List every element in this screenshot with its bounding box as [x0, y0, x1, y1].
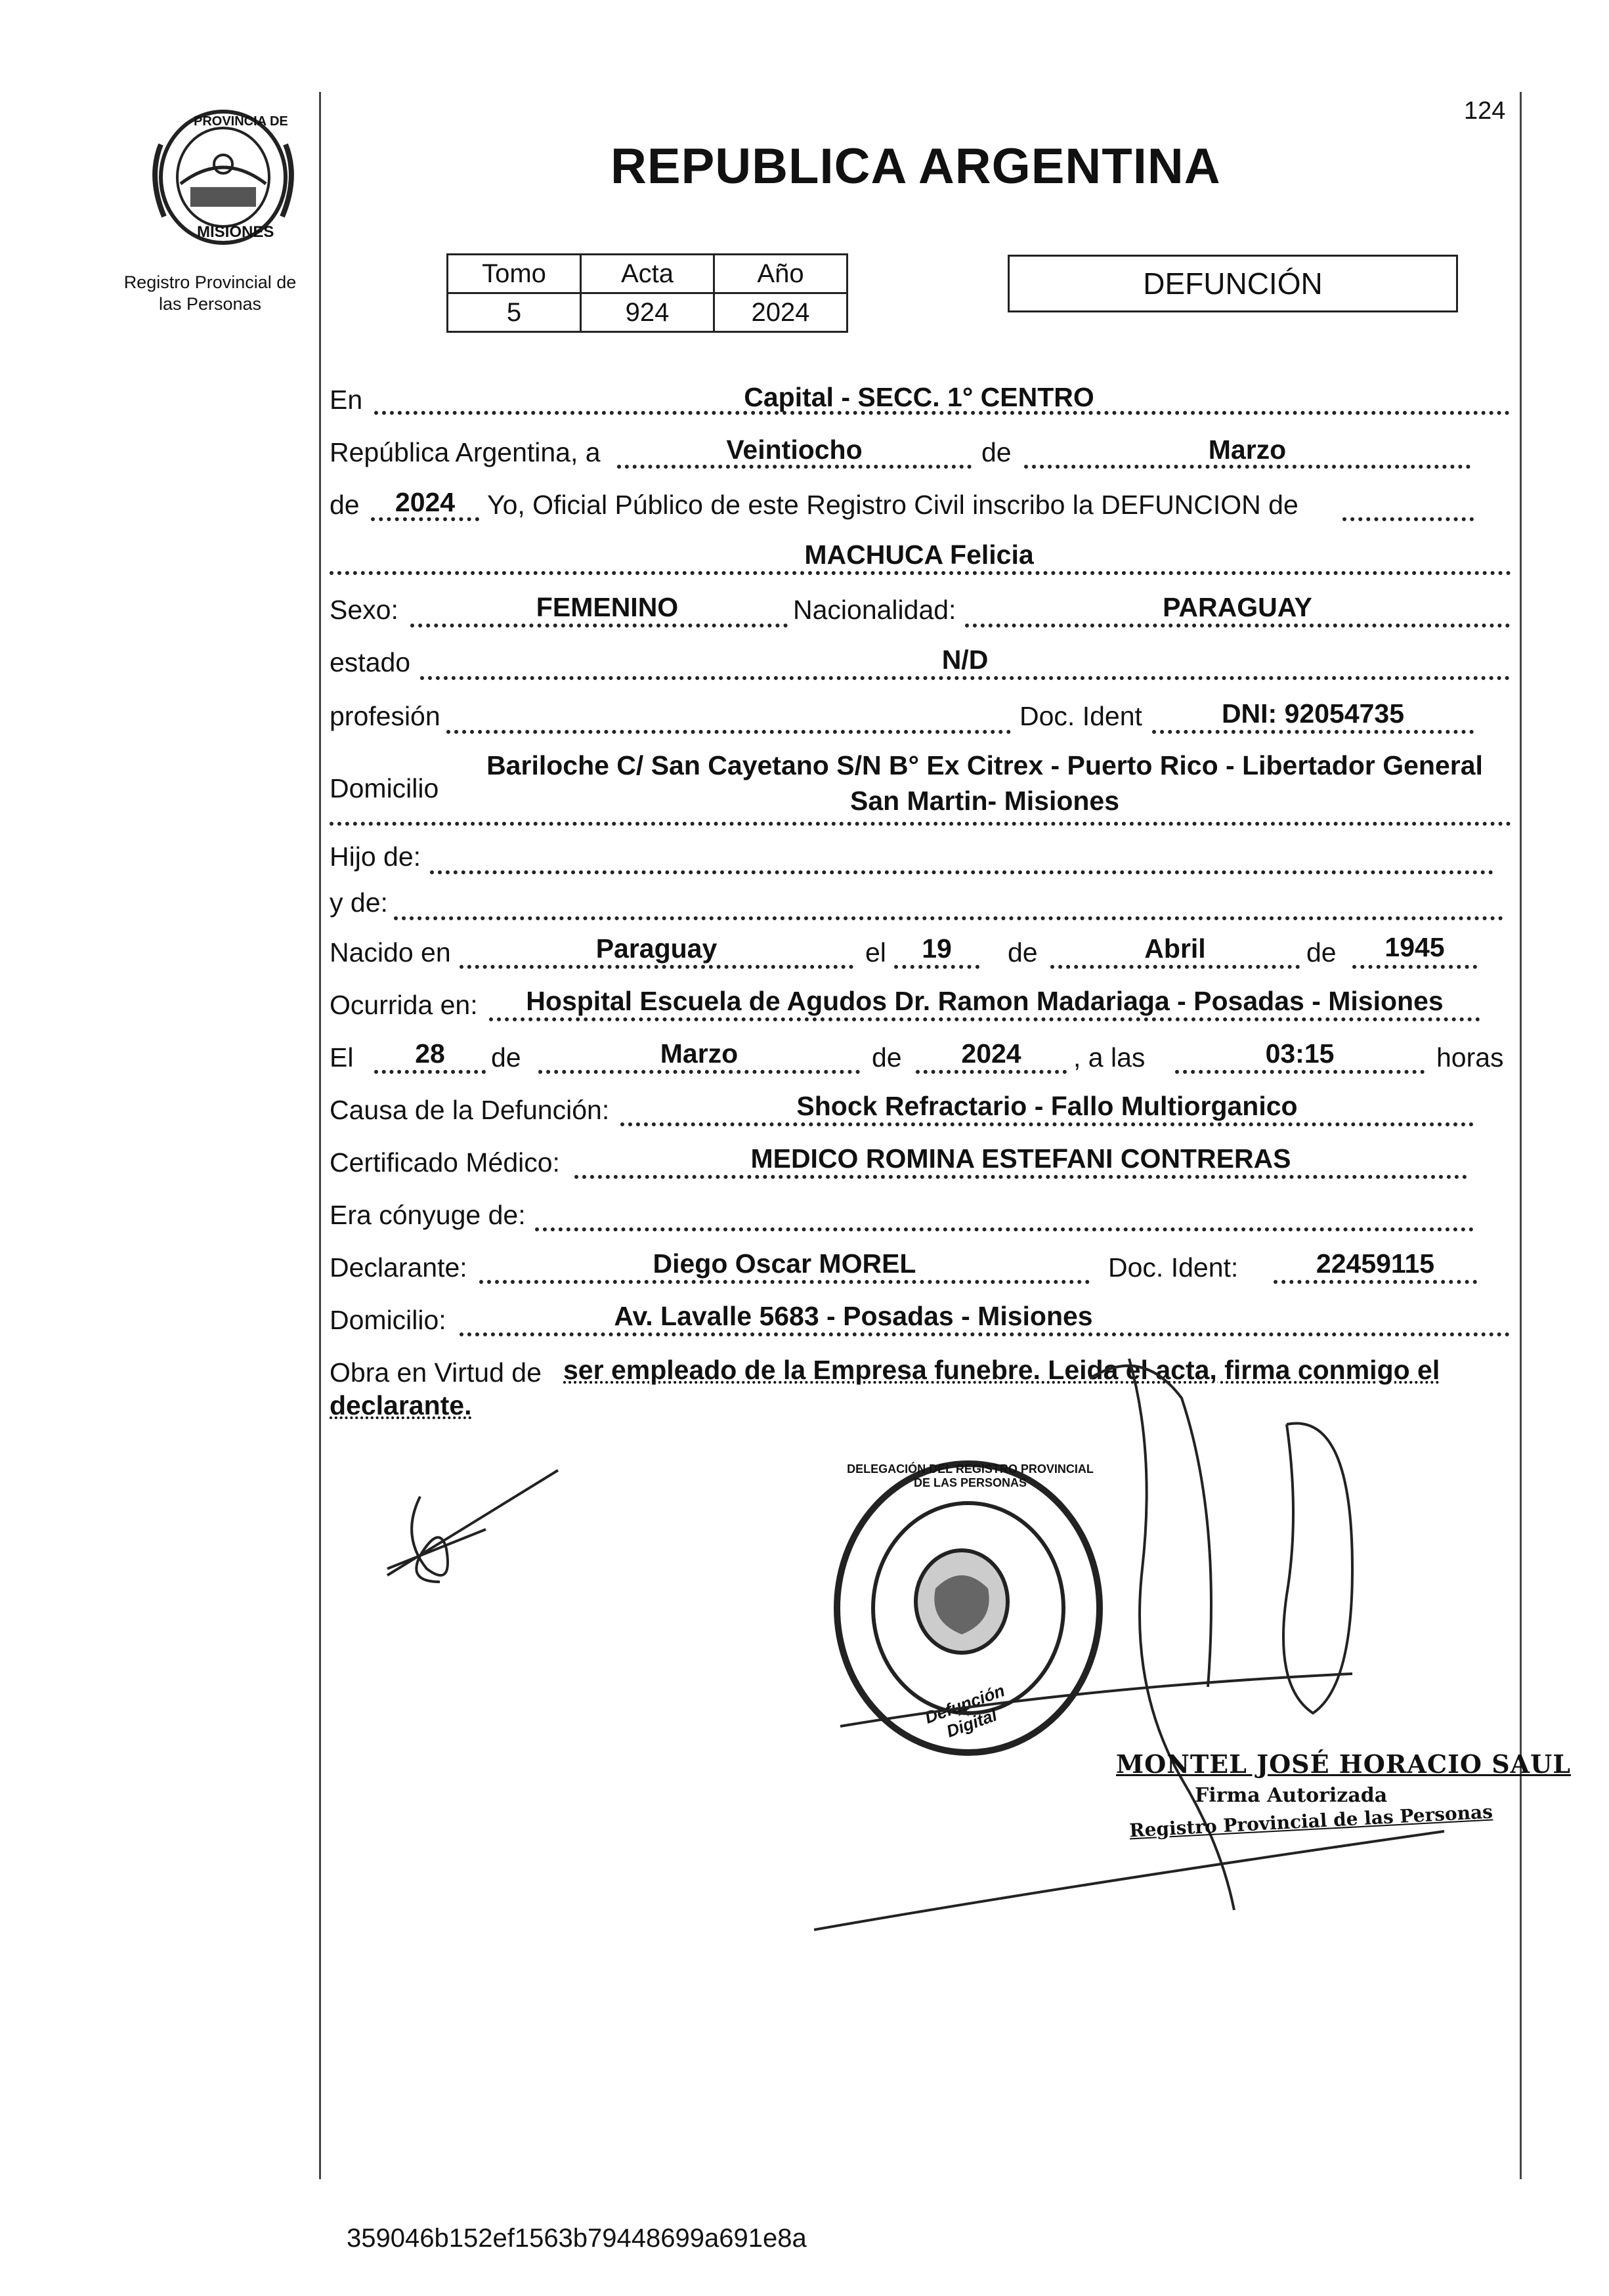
value-nacido-anio: 1945: [1384, 932, 1445, 962]
dotted-line-nombre: [330, 571, 1511, 575]
right-border-line: [1520, 92, 1522, 2179]
province-coat-of-arms: [135, 105, 312, 249]
label-estado: estado: [330, 647, 411, 677]
table-value-anio: 2024: [714, 293, 847, 332]
dotted-line-ocurrida: [489, 1017, 1480, 1021]
page-number: 124: [1464, 97, 1506, 125]
label-a-las: , a las: [1073, 1042, 1146, 1073]
table-header-anio: Año: [714, 255, 847, 293]
dotted-line-fallec-dia: [374, 1070, 486, 1074]
label-sexo: Sexo:: [330, 595, 398, 625]
dotted-line-nacionalidad: [965, 624, 1510, 627]
label-hijo-de: Hijo de:: [330, 841, 421, 872]
label-el-fallec: El: [330, 1042, 354, 1073]
dotted-line-sexo: [410, 624, 788, 627]
dotted-line-hora: [1175, 1070, 1425, 1074]
dotted-line-profesion: [446, 730, 1011, 734]
label-de-fallec-mes: de: [491, 1042, 521, 1073]
value-domicilio-declarante: Av. Lavalle 5683 - Posadas - Misiones: [614, 1301, 1093, 1331]
dotted-line-nacido-mes: [1050, 965, 1300, 969]
label-el: el: [865, 937, 886, 967]
dotted-line-causa: [620, 1122, 1474, 1126]
label-domicilio-declarante: Domicilio:: [330, 1305, 446, 1335]
value-nacido-mes: Abril: [1144, 933, 1206, 964]
table-value-acta: 924: [581, 293, 714, 332]
value-anio: 2024: [395, 487, 456, 517]
value-certificado: MEDICO ROMINA ESTEFANI CONTRERAS: [750, 1143, 1291, 1174]
dotted-line-fallec-mes: [538, 1070, 860, 1074]
signer-name: MONTEL JOSÉ HORACIO SAUL: [1116, 1749, 1572, 1779]
label-de-fallec-anio: de: [872, 1042, 902, 1073]
seal-text-top: PROVINCIA DE: [194, 114, 288, 129]
label-conyuge: Era cónyuge de:: [330, 1200, 526, 1230]
dotted-line-declarante: [479, 1280, 1090, 1284]
value-obra-line1: ser empleado de la Empresa funebre. Leida el acta, firma conmigo el: [563, 1355, 1440, 1385]
value-estado: N/D: [941, 645, 989, 675]
value-fallec-anio: 2024: [961, 1038, 1021, 1069]
value-causa: Shock Refractario - Fallo Multiorganico: [796, 1091, 1298, 1121]
value-ocurrida-en: Hospital Escuela de Agudos Dr. Ramon Madariaga - Posadas - Misiones: [526, 986, 1444, 1016]
document-hash: 359046b152ef1563b79448699a691e8a: [347, 2224, 807, 2253]
registry-caption-line1: Registro Provincial de: [123, 272, 297, 292]
value-nombre: MACHUCA Felicia: [804, 540, 1034, 570]
value-nacido-lugar: Paraguay: [595, 933, 718, 964]
value-obra-line2: declarante.: [330, 1390, 472, 1420]
value-sexo: FEMENINO: [536, 592, 679, 622]
stamp-ring-text: DELEGACIÓN DEL REGISTRO PROVINCIAL DE LAS PERSONAS: [847, 1462, 1094, 1489]
stamp-inner-text: Defunción Digital: [922, 1680, 1008, 1741]
dotted-line-inscribo: [1342, 517, 1474, 521]
value-dia-letras: Veintiocho: [726, 435, 863, 465]
value-dni: DNI: 92054735: [1221, 698, 1405, 729]
label-doc-ident-declarante: Doc. Ident:: [1108, 1252, 1239, 1283]
signer-role: Firma Autorizada: [1195, 1784, 1388, 1807]
page-title: REPUBLICA ARGENTINA: [611, 138, 1221, 194]
dotted-line-nacido-anio: [1352, 965, 1477, 969]
dotted-line-estado: [420, 676, 1510, 680]
dotted-line-nacido-lugar: [460, 965, 853, 969]
value-declarante-doc: 22459115: [1316, 1248, 1435, 1279]
value-hora: 03:15: [1265, 1038, 1335, 1069]
declarant-signature: [374, 1457, 571, 1608]
dotted-line-declarante-doc: [1274, 1280, 1477, 1284]
label-horas: horas: [1436, 1042, 1504, 1073]
label-ocurrida-en: Ocurrida en:: [330, 990, 478, 1020]
dotted-line-domicilio: [330, 822, 1511, 826]
value-nacido-dia: 19: [922, 933, 952, 964]
dotted-line-hijo-de: [430, 870, 1493, 874]
value-nacionalidad: PARAGUAY: [1163, 592, 1312, 622]
label-certificado: Certificado Médico:: [330, 1147, 560, 1178]
record-table: [446, 253, 848, 333]
registry-caption-line2: las Personas: [158, 294, 262, 314]
record-type-box: DEFUNCIÓN: [1008, 255, 1458, 312]
label-domicilio: Domicilio: [330, 773, 439, 803]
seal-text-bottom: MISIONES: [197, 223, 274, 241]
label-obra: Obra en Virtud de: [330, 1357, 542, 1388]
table-header-acta: Acta: [581, 255, 714, 293]
signer-org: Registro Provincial de las Personas: [1128, 1800, 1493, 1842]
label-de-nacido-mes: de: [1008, 937, 1038, 967]
dotted-line-nacido-dia: [894, 965, 979, 969]
label-de-mes: de: [981, 437, 1012, 467]
dotted-line-fallec-anio: [916, 1070, 1067, 1074]
dotted-line-y-de: [394, 916, 1503, 920]
registry-caption: [98, 272, 322, 315]
value-declarante: Diego Oscar MOREL: [653, 1248, 916, 1279]
label-de-anio: de: [330, 490, 360, 520]
label-doc-ident: Doc. Ident: [1019, 701, 1142, 731]
value-domicilio-line1: Bariloche C/ San Cayetano S/N B° Ex Citrex - Puerto Rico - Libertador General: [486, 750, 1483, 780]
value-lugar: Capital - SECC. 1° CENTRO: [744, 382, 1094, 412]
label-inscribo: Yo, Oficial Público de este Registro Civil inscribo la DEFUNCION de: [487, 490, 1298, 520]
label-nacido-en: Nacido en: [330, 937, 451, 967]
label-de-nacido-anio: de: [1306, 937, 1337, 967]
left-border-line: [319, 92, 321, 2179]
value-fallec-dia: 28: [415, 1038, 445, 1069]
official-signature: [814, 1319, 1470, 1976]
label-declarante: Declarante:: [330, 1252, 467, 1283]
dotted-line-dni: [1152, 730, 1474, 734]
value-mes: Marzo: [1208, 435, 1287, 465]
label-profesion: profesión: [330, 701, 440, 731]
label-republica-a: República Argentina, a: [330, 437, 601, 467]
dotted-line-conyuge: [535, 1227, 1474, 1231]
table-header-tomo: Tomo: [448, 255, 581, 293]
label-causa: Causa de la Defunción:: [330, 1095, 610, 1125]
dotted-line-certificado: [574, 1175, 1467, 1179]
value-fallec-mes: Marzo: [660, 1038, 739, 1069]
label-nacionalidad: Nacionalidad:: [793, 595, 956, 625]
label-y-de: y de:: [330, 887, 388, 918]
label-en: En: [330, 385, 363, 415]
table-value-tomo: 5: [448, 293, 581, 332]
value-domicilio-line2: San Martin- Misiones: [849, 786, 1120, 816]
